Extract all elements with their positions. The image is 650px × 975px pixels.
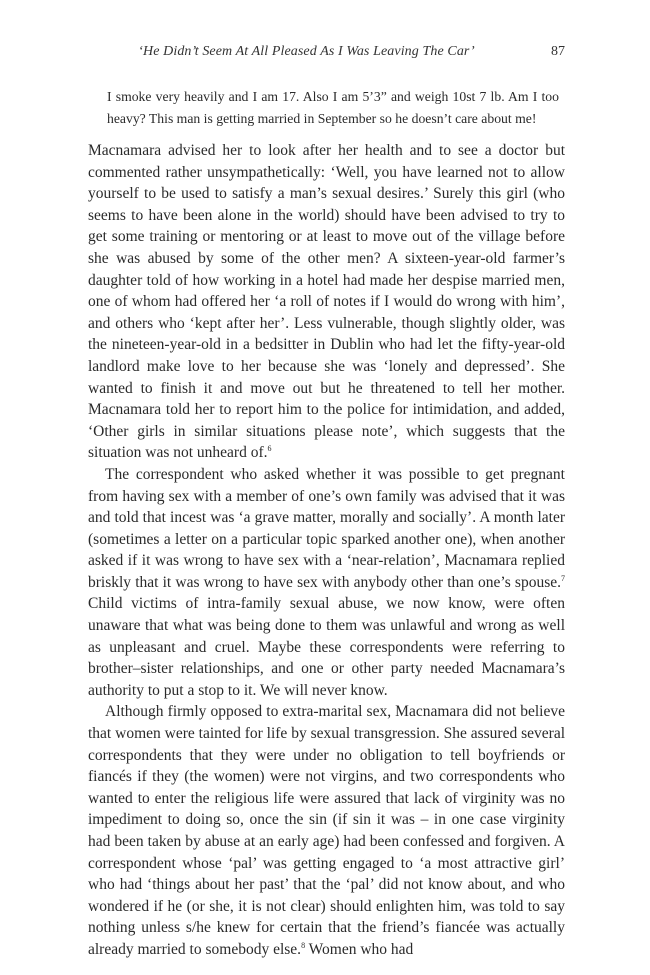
block-quote: [107, 86, 559, 130]
paragraph-1: [88, 140, 565, 464]
paragraph-2-text: The correspondent who asked whether it was possible to get pregnant from having sex with a member of one’s own family was advised that it was and told that incest was ‘a grave matter, morally and socially’. A month later (sometimes a letter on a particular topic sparked another one), when another asked if it was wrong to have sex with a ‘near-relation’, Macnamara replied briskly that it was wrong to have sex with anybody other than one’s spouse.: [88, 465, 565, 591]
paragraph-3: [88, 701, 565, 960]
paragraph-2-text-continued: Child victims of intra-family sexual abuse, we now know, were often unaware that what was being done to them was unlawful and wrong as well as unpleasant and cruel. Maybe these correspondents were referring to brother–sister relationships, and one or other party needed Macnamara’s authority to put a stop to it. We will never know.: [88, 595, 565, 699]
running-title: ‘He Didn’t Seem At All Pleased As I Was Leaving The Car’: [138, 44, 475, 59]
page-number: 87: [551, 44, 565, 59]
paragraph-3-text-continued: Women who had: [305, 940, 414, 958]
paragraph-3-text: Although firmly opposed to extra-marital sex, Macnamara did not believe that women were tainted for life by sexual transgression. She assured several correspondents that they were under no obligation to tell boyfriends or fiancés if they (the women) were not virgins, and two correspondents who wanted to enter the religious life were assured that lack of virginity was no impediment to doing so, once the sin (if sin it was – in one case virginity had been taken by abuse at an early age) had been confessed and forgiven. A correspondent whose ‘pal’ was getting engaged to ‘a most attractive girl’ who had ‘things about her past’ that the ‘pal’ did not know about, and who wondered if he (or she, it is not clear) should enlighten him, was told to say nothing unless s/he knew for certain that the friend’s fiancée was actually already married to somebody else.: [88, 703, 565, 958]
body-text: [88, 140, 565, 961]
footnote-ref-7[interactable]: 7: [561, 573, 565, 583]
footnote-ref-8[interactable]: 8: [301, 940, 306, 950]
footnote-ref-6[interactable]: 6: [267, 444, 272, 454]
paragraph-1-text: Macnamara advised her to look after her health and to see a doctor but commented rather unsympathetically: ‘Well, you have learned not to allow yourself to be used to satisfy a man’s sexual desires.’ Surely this girl (who seems to have been alone in the world) should have been advised to try to get some training or mentoring or at least to move out of the village before she was abused by some of the other men? A sixteen-year-old farmer’s daughter told of how working in a hotel had made her despise married men, one of whom had offered her ‘a roll of notes if I would do wrong with him’, and others who ‘kept after her’. Less vulnerable, though slightly older, was the nineteen-year-old in a bedsitter in Dublin who had let the fifty-year-old landlord make love to her because she was ‘lonely and depressed’. She wanted to finish it and move out but he threatened to tell her mother. Macnamara told her to report him to the police for intimidation, and added, ‘Other girls in similar situations please note’, which suggests that the situation was not unheard of.: [88, 142, 565, 462]
block-quote-text: I smoke very heavily and I am 17. Also I am 5’3” and weigh 10st 7 lb. Am I too heavy? This man is getting married in September so he doesn’t care about me!: [107, 89, 559, 126]
running-head: [88, 44, 565, 66]
paragraph-2: [88, 464, 565, 702]
